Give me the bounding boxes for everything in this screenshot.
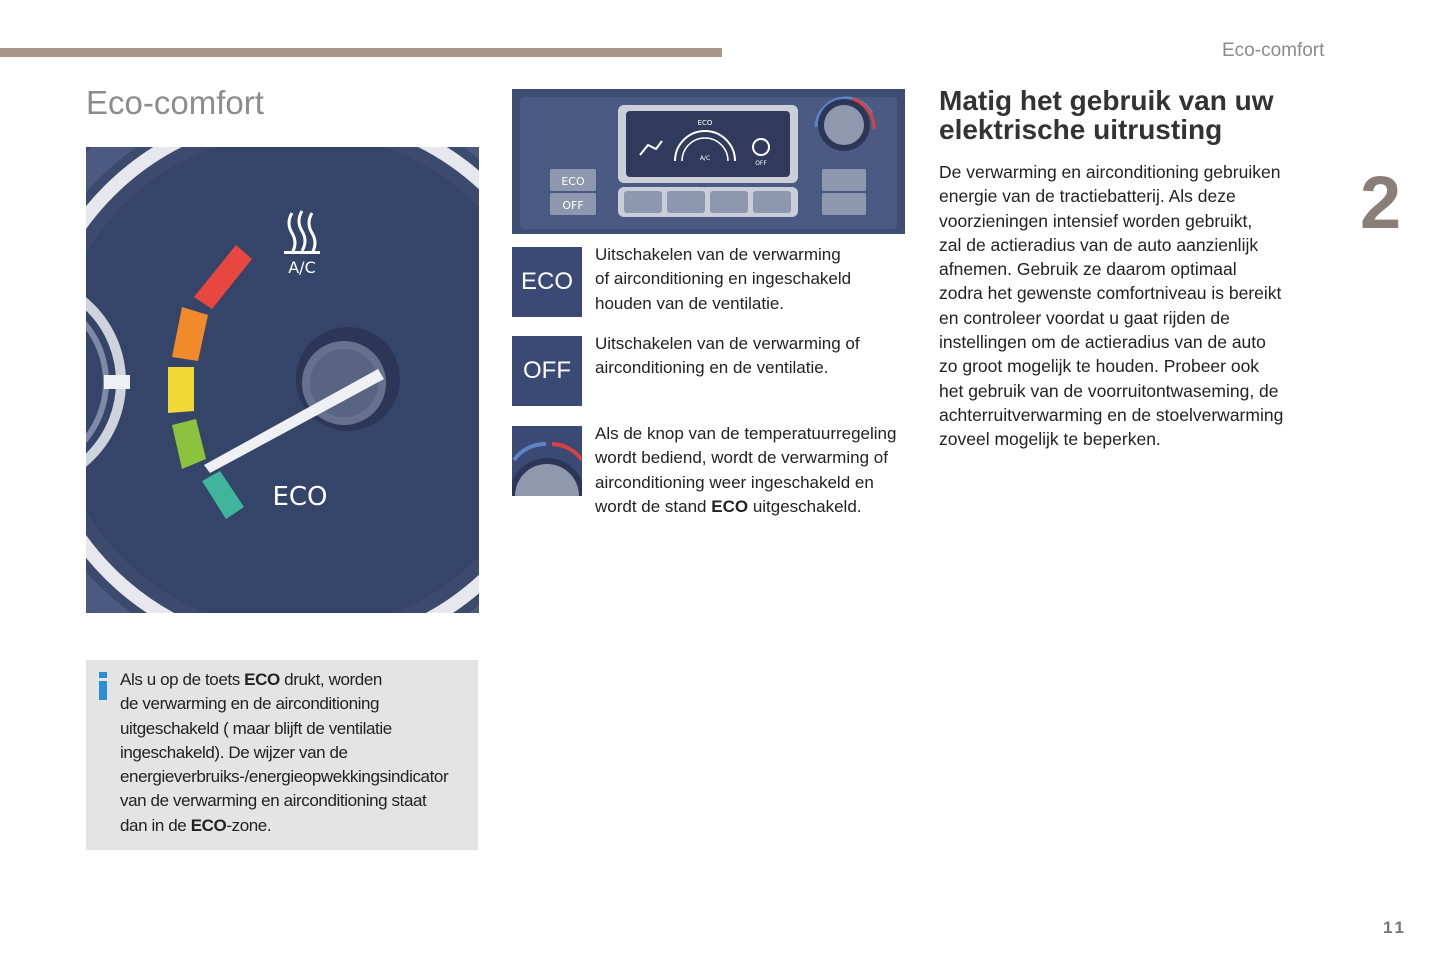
body-line: zodra het gewenste comfortniveau is bereikt — [939, 283, 1282, 304]
panel-eco-button: ECO — [561, 175, 585, 188]
heading-line: elektrische uitrusting — [939, 114, 1223, 145]
gauge-ac-label: A/C — [288, 258, 316, 277]
text: uitgeschakeld. — [748, 496, 862, 516]
body-line: het gebruik van de voorruitontwaseming, de — [939, 380, 1279, 401]
display-eco: ECO — [697, 119, 713, 127]
display-off: OFF — [755, 160, 767, 167]
eco-description — [595, 243, 915, 316]
eco-gauge-illustration — [86, 147, 479, 613]
info-line: de verwarming en de airconditioning — [120, 694, 380, 714]
body-line: zo groot mogelijk te houden. Probeer ook — [939, 356, 1260, 377]
bold-eco: ECO — [244, 670, 280, 689]
info-line: van de verwarming en airconditioning staat — [120, 791, 427, 811]
knob-desc-line — [595, 495, 915, 519]
page-number: 11 — [1383, 918, 1407, 937]
body-line: afnemen. Gebruik ze daarom optimaal — [939, 259, 1237, 280]
body-line: zal de actieradius van de auto aanzienlijk — [939, 234, 1259, 255]
off-button-icon — [512, 336, 582, 406]
page-title: Eco-comfort — [86, 84, 264, 121]
section-title: Eco-comfort — [1222, 40, 1325, 61]
eco-desc-line: Uitschakelen van de verwarming — [595, 245, 841, 264]
off-desc-line: Uitschakelen van de verwarming of — [595, 334, 860, 353]
panel-off-button: OFF — [562, 199, 584, 212]
info-line — [120, 814, 448, 838]
eco-desc-line: houden van de ventilatie. — [595, 293, 785, 313]
off-description — [595, 332, 915, 381]
eco-button-label: ECO — [520, 268, 573, 295]
bold-eco: ECO — [190, 815, 227, 835]
off-desc-line: airconditioning en de ventilatie. — [595, 358, 829, 378]
text: wordt de stand — [595, 496, 712, 516]
heading-line: Matig het gebruik van uw — [939, 85, 1274, 116]
eco-button-icon — [512, 247, 582, 317]
info-icon — [98, 672, 108, 700]
body-line: en controleer voordat u gaat rijden de — [939, 307, 1230, 328]
section-body — [939, 160, 1319, 452]
knob-desc-line: airconditioning weer ingeschakeld en — [595, 472, 874, 492]
body-line: voorzieningen intensief worden gebruikt, — [939, 210, 1253, 231]
display-ac: A/C — [699, 155, 711, 162]
gauge-eco-label: ECO — [272, 482, 328, 512]
section-heading — [939, 86, 1359, 144]
info-line — [120, 668, 448, 692]
knob-description — [595, 422, 915, 519]
text: -zone. — [226, 815, 272, 835]
text: dan in de — [120, 815, 191, 835]
off-button-label: OFF — [523, 357, 571, 384]
info-text — [120, 668, 448, 838]
body-line: De verwarming en airconditioning gebruiken — [939, 162, 1281, 182]
knob-desc-line: wordt bediend, wordt de verwarming of — [595, 448, 888, 468]
knob-desc-line: Als de knop van de temperatuurregeling — [595, 424, 897, 443]
text: drukt, worden — [279, 670, 382, 689]
temperature-knob-icon — [512, 426, 582, 496]
bold-eco: ECO — [711, 496, 749, 516]
body-line: achterruitverwarming en de stoelverwarming — [939, 404, 1284, 425]
info-line: ingeschakeld). De wijzer van de — [120, 742, 348, 762]
chapter-number: 2 — [1360, 161, 1402, 244]
body-line: instellingen om de actieradius van de auto — [939, 332, 1266, 353]
header-rule — [0, 48, 722, 57]
eco-desc-line: of airconditioning en ingeschakeld — [595, 269, 852, 289]
body-line: zoveel mogelijk te beperken. — [939, 429, 1161, 450]
body-line: energie van de tractiebatterij. Als deze — [939, 186, 1236, 207]
text: Als u op de toets — [120, 670, 245, 689]
info-line: energieverbruiks-/energieopwekkingsindicator — [120, 767, 449, 787]
info-line: uitgeschakeld ( maar blijft de ventilatie — [120, 718, 392, 738]
climate-panel-illustration — [512, 89, 905, 234]
info-box — [86, 660, 478, 850]
